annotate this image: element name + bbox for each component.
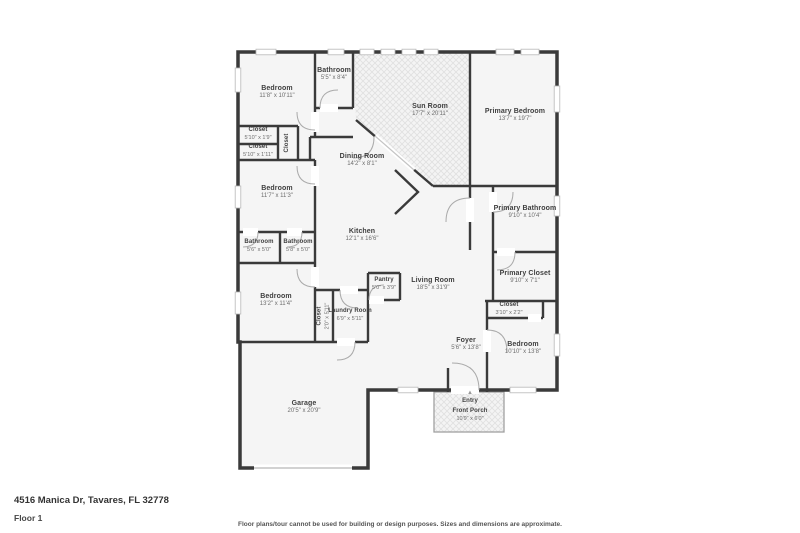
room-label-entry — [462, 398, 478, 406]
room-dims: 17'7" x 20'11" — [412, 111, 448, 118]
room-label-kitchen — [346, 227, 379, 244]
room-label-closet-b — [243, 144, 273, 159]
entry-arrow-icon: ▲ — [467, 390, 473, 396]
room-dims: 5'6" x 13'8" — [451, 345, 481, 352]
room-name: Laundry Room — [328, 308, 372, 314]
room-name: Kitchen — [348, 228, 376, 235]
room-dims: 6'9" x 5'11" — [336, 315, 364, 322]
room-dims: 10'9" x 6'0" — [456, 415, 484, 422]
room-label-bathroom-right — [283, 239, 312, 254]
room-dims: 9'10" x 10'4" — [508, 213, 542, 220]
floor-label: Floor 1 — [14, 513, 43, 523]
room-dims: 11'7" x 11'3" — [260, 193, 294, 200]
room-name: Bedroom — [260, 293, 292, 300]
room-label-primary-bathroom — [494, 204, 557, 221]
room-dims: 14'2" x 8'1" — [347, 161, 377, 168]
room-name: Front Porch — [452, 408, 488, 414]
room-name: Closet — [248, 144, 268, 150]
room-label-garage — [288, 399, 321, 416]
room-label-sun-room — [412, 102, 448, 119]
room-label-foyer — [451, 336, 481, 353]
room-name: Bedroom — [507, 341, 539, 348]
room-label-bedroom-mid-left — [261, 184, 293, 201]
room-name: Bathroom — [244, 239, 274, 245]
room-dims: 12'1" x 16'6" — [345, 236, 379, 243]
room-name: Bedroom — [261, 85, 293, 92]
room-label-pantry — [372, 277, 396, 292]
room-name: Entry — [462, 398, 478, 404]
room-label-bedroom-top-left — [259, 84, 294, 101]
room-dims: 5'10" x 1'9" — [244, 134, 272, 141]
room-dims: 5'0" x 3'9" — [371, 284, 397, 291]
room-name: Bedroom — [261, 185, 293, 192]
property-address: 4516 Manica Dr, Tavares, FL 32778 — [14, 495, 169, 506]
room-label-bathroom-top — [317, 66, 351, 83]
room-name: Closet — [316, 306, 323, 326]
room-name: Primary Closet — [499, 270, 551, 277]
room-label-primary-closet — [500, 269, 551, 286]
room-label-primary-bedroom — [485, 107, 545, 124]
room-name: Bathroom — [283, 239, 313, 245]
room-name: Bathroom — [317, 67, 351, 74]
room-label-bathroom-left — [244, 239, 273, 254]
room-name: Foyer — [456, 337, 476, 344]
room-dims: 2'0" x 5'11" — [324, 302, 331, 330]
room-name: Closet — [284, 133, 291, 153]
room-name: Sun Room — [412, 103, 448, 110]
room-label-laundry-room — [328, 308, 372, 323]
room-label-closet-a — [244, 127, 271, 142]
room-dims: 10'10" x 13'8" — [504, 349, 542, 356]
room-name: Dining Room — [339, 153, 385, 160]
room-dims: 13'2" x 11'4" — [259, 301, 293, 308]
disclaimer-text: Floor plans/tour cannot be used for building or design purposes. Sizes and dimensions are approximate. — [238, 521, 562, 528]
room-dims: 18'5" x 31'9" — [416, 285, 450, 292]
room-dims: 3'10" x 2'2" — [495, 309, 523, 316]
room-dims: 5'5" x 8'4" — [320, 75, 348, 82]
room-label-front-porch — [452, 408, 487, 423]
room-label-dining-room — [340, 152, 385, 169]
room-dims: 13'7" x 19'7" — [498, 116, 532, 123]
room-name: Living Room — [411, 277, 455, 284]
room-name: Closet — [248, 127, 268, 133]
room-name: Garage — [291, 400, 317, 407]
room-dims: 9'10" x 7'1" — [510, 278, 540, 285]
room-name: Primary Bedroom — [484, 108, 546, 115]
room-dims: 11'8" x 10'11" — [259, 93, 295, 100]
room-dims: 5'10" x 1'11" — [243, 151, 273, 158]
room-label-bedroom-bottom-right — [505, 340, 541, 357]
room-name: Pantry — [374, 277, 394, 283]
room-label-closet-vertical — [284, 134, 292, 153]
room-name: Primary Bathroom — [493, 205, 557, 212]
room-label-living-room — [411, 276, 455, 293]
room-name: Closet — [499, 302, 519, 308]
room-dims: 5'8" x 5'0" — [285, 246, 311, 253]
room-label-closet-foyer — [495, 302, 522, 317]
room-label-bedroom-lower-left — [260, 292, 292, 309]
room-dims: 20'5" x 20'9" — [287, 408, 321, 415]
room-dims: 5'6" x 5'0" — [246, 246, 272, 253]
